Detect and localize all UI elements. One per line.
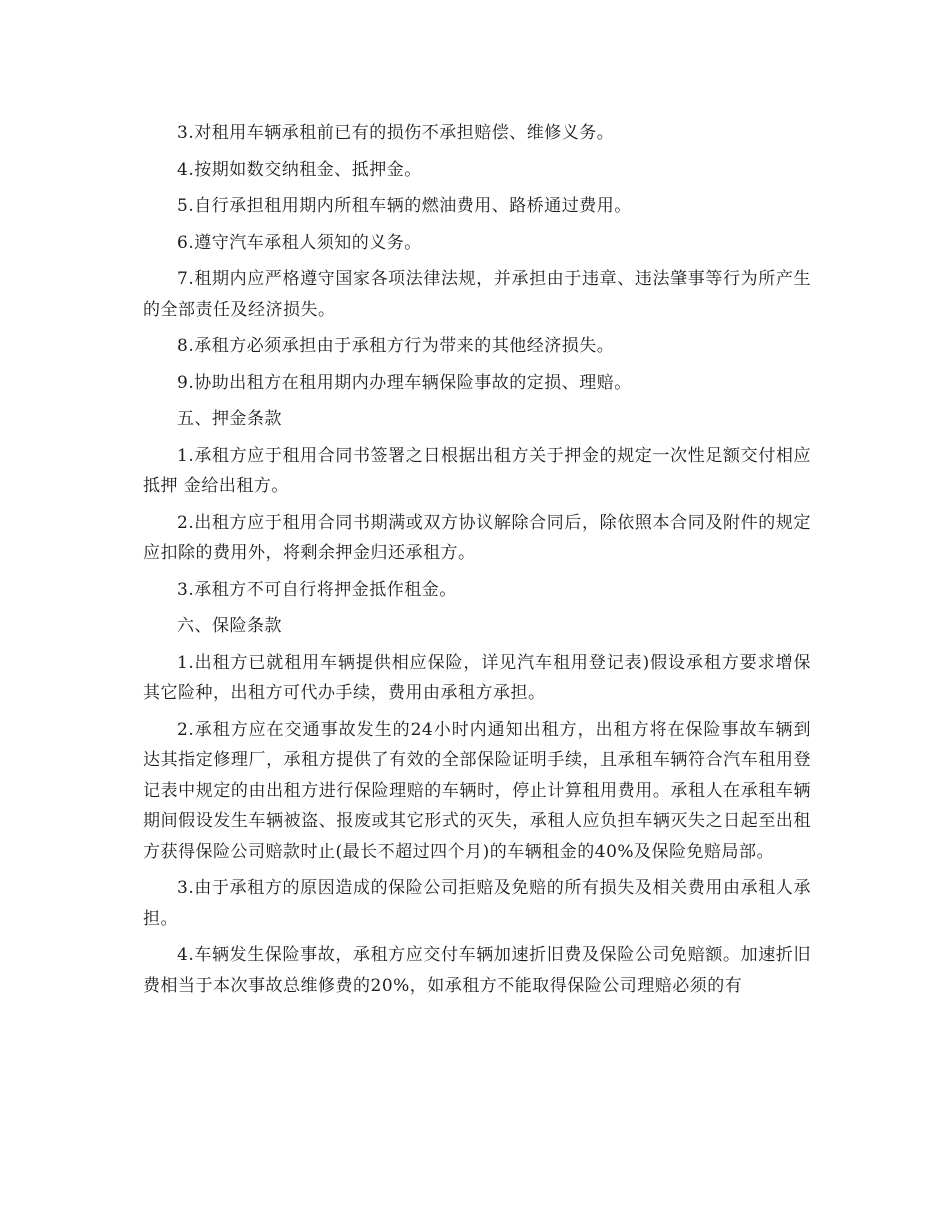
clause-lessee-obligation-5: 5.自行承担租用期内所租车辆的燃油费用、路桥通过费用。 bbox=[177, 196, 632, 216]
clause-lessee-obligation-9: 9.协助出租方在租用期内办理车辆保险事故的定损、理赔。 bbox=[177, 372, 632, 393]
clause-lessee-obligation-3: 3.对租用车辆承租前已有的损伤不承担赔偿、维修义务。 bbox=[177, 123, 615, 143]
document-body bbox=[143, 118, 811, 1007]
clause-lessee-obligation-6: 6.遵守汽车承租人须知的义务。 bbox=[177, 232, 422, 253]
section-heading-insurance: 六、保险条款 bbox=[177, 616, 282, 636]
clause-insurance-4: 4.车辆发生保险事故，承租方应交付车辆加速折旧费及保险公司免赔额。加速折旧费相当于本次事故总维修费的20%，如承租方不能取得保险公司理赔必须的有 bbox=[143, 945, 811, 996]
clause-insurance-2: 2.承租方应在交通事故发生的24小时内通知出租方，出租方将在保险事故车辆到达其指定修理厂，承租方提供了有效的全部保险证明手续，且承租车辆符合汽车租用登记表中规定的由出租方进行保险理赔的车辆时，停止计算租用费用。承租人在承租车辆期间假设发生车辆被盗、报废或其它形式的灭失，承租人应负担车辆灭失之日起至出租方获得保险公司赔款时止(最长不超过四个月)的车辆租金的40%及保险免赔局部。 bbox=[143, 719, 811, 862]
section-heading-deposit: 五、押金条款 bbox=[177, 409, 282, 429]
clause-deposit-3: 3.承租方不可自行将押金抵作租金。 bbox=[177, 579, 457, 600]
clause-lessee-obligation-8: 8.承租方必须承担由于承租方行为带来的其他经济损失。 bbox=[177, 336, 615, 356]
clause-lessee-obligation-7: 7.租期内应严格遵守国家各项法律法规，并承担由于违章、违法肇事等行为所产生的全部责任及经济损失。 bbox=[143, 269, 811, 320]
clause-deposit-2: 2.出租方应于租用合同书期满或双方协议解除合同后，除依照本合同及附件的规定应扣除的费用外，将剩余押金归还承租方。 bbox=[143, 512, 811, 563]
clause-insurance-3: 3.由于承租方的原因造成的保险公司拒赔及免赔的所有损失及相关费用由承租人承担。 bbox=[143, 878, 811, 929]
clause-insurance-1: 1.出租方已就租用车辆提供相应保险，详见汽车租用登记表)假设承租方要求增保其它险种，出租方可代办手续，费用由承租方承担。 bbox=[143, 652, 811, 703]
clause-lessee-obligation-4: 4.按期如数交纳租金、抵押金。 bbox=[177, 159, 422, 180]
clause-deposit-1: 1.承租方应于租用合同书签署之日根据出租方关于押金的规定一次性足额交付相应抵押 金给出租方。 bbox=[143, 445, 811, 496]
